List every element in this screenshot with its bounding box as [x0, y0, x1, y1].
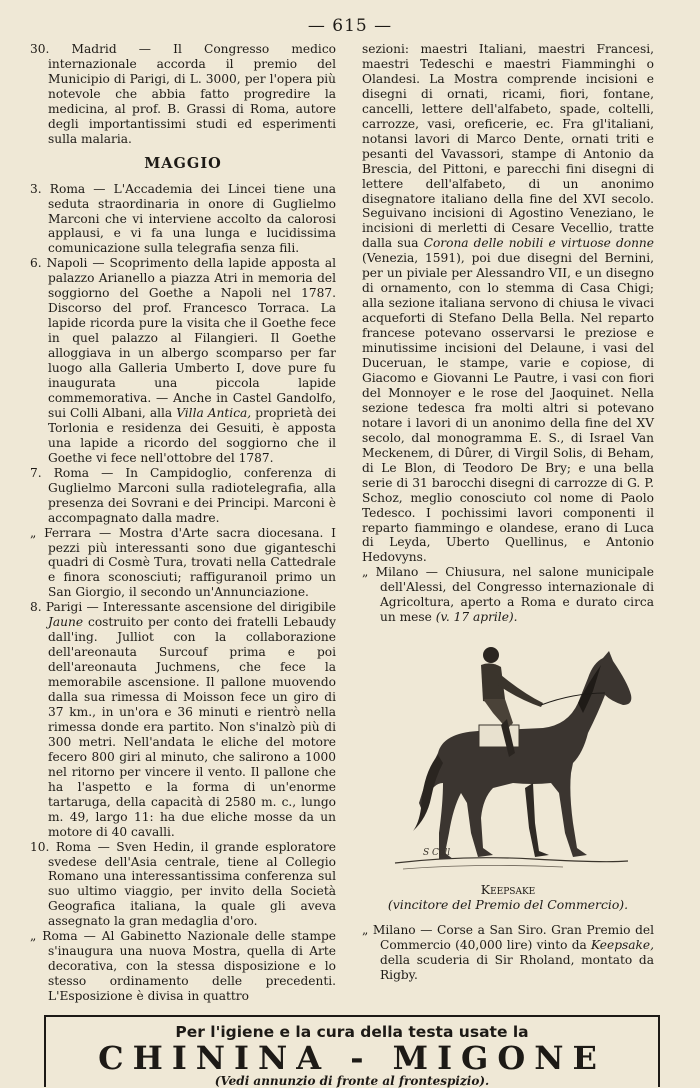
dirigible-name: Jaune	[48, 615, 84, 630]
entry-may-10-stampe: „ Roma — Al Gabinetto Nazionale delle stampe s'inaugura una nuova Mostra, quella di Arte decorativa, con la stessa disposizione e lo stesso ordinamento delle precedenti. L'Esposizione è divisa in quattro	[30, 929, 336, 1004]
entry-milano-corse	[362, 923, 654, 983]
entry-text: proprietà dei Torlonia e residenza dei Gesuiti, è apposta una lapide a ricordo del soggiorno che il Goethe vi fece nell'ottobre del 1787.	[48, 405, 336, 465]
entry-text: 6. Napoli — Scoprimento della lapide apposta al palazzo Arianello a piazza Atri in memoria del soggiorno del Goethe a Napoli nel 1787. Discorso del prof. Francesco Torraca. La lapide ricorda pure la visita che il Goethe fece in quel palazzo al Filangieri. Il Goethe alloggiava in un albergo scomparso per far luogo alla Galleria Umberto I, dove pure fu inaugurata una piccola lapide commemorativa. — Anche in Castel Gandolfo, sui Colli Albani, alla	[30, 256, 336, 420]
entry-milano-agricoltura	[362, 565, 654, 625]
entry-may-3: 3. Roma — L'Accademia dei Lincei tiene una seduta straordinaria in onore di Guglielmo Marconi che vi interviene accolto da calorosi applausi, e vi fa una lunga e lucidissima comunicazione sulla telegrafia senza fili.	[30, 181, 336, 256]
horse-name: Keepsake,	[591, 938, 654, 953]
advertisement-box	[44, 1015, 660, 1087]
svg-text:S Coll: S Coll	[423, 848, 451, 859]
page-number: — 615 —	[307, 16, 393, 36]
month-heading: MAGGIO	[144, 154, 222, 172]
entry-text: „ Milano — Chiusura, nel salone municipale dell'Alessi, del Congresso internazionale di Agricoltura, aperto a Roma e durato circa un mese	[362, 565, 654, 625]
entry-text: costruito per conto dei fratelli Lebaudy dall'ing. Julliot con la collaborazione dell'areonauta Surcouf prima e poi dell'areonauta Juchmens, che fece la memorabile ascensione. Il pallone muovendo dalla sua rimessa di Moisson fece un giro di 37 km., in un'ora e 36 minuti e rientrò nella rimessa donde era partito. Non s'inalzò più di 300 metri. Nell'andata le eliche del motore fecero 800 giri al minuto, che salirono a 1000 nel ritorno per vincere il vento. Il pallone che ha l'aspetto e la forma di un'enorme tartaruga, della capacità di 2580 m. c., lungo m. 49, largo 11: ha due eliche mosse da un motore di 40 cavalli.	[48, 615, 336, 839]
entry-text: della scuderia di Sir Rholand, montato da Rigby.	[380, 952, 654, 982]
ad-note: (Vedi annunzio di fronte al frontespizio).	[214, 1074, 490, 1088]
entry-may-7-ferrara: „ Ferrara — Mostra d'Arte sacra diocesana. I pezzi più interessanti sono due giganteschi quadri di Cosmè Tura, trovati nella Cattedrale e finora sconosciuti; raffiguranoil primo un San Giorgio, il secondo un'Annunciazione.	[30, 525, 336, 600]
right-column	[362, 42, 654, 983]
entry-may-6	[30, 256, 336, 465]
entry-may-7: 7. Roma — In Campidoglio, conferenza di Guglielmo Marconi sulla radiotelegrafia, alla presenza dei Sovrani e dei Principi. Marconi è accompagnato dalla madre.	[30, 465, 336, 525]
entry-april-30: 30. Madrid — Il Congresso medico internazionale accorda il premio del Municipio di Parigi, di L. 3000, per l'opera più notevole che abbia fatto progredire la medicina, al prof. B. Grassi di Roma, autore degli importantissimi studi ed esperimenti sulla malaria.	[30, 42, 336, 146]
villa-antica: Villa Antica,	[176, 405, 252, 420]
left-column	[30, 42, 336, 1004]
entry-text: 8. Parigi — Interessante ascensione del dirigibile	[30, 600, 336, 615]
book-title: Corona delle nobili e virtuose donne	[423, 236, 654, 251]
cross-reference: (v. 17 aprile).	[435, 610, 518, 625]
horse-jockey-illustration	[383, 633, 633, 881]
illustration-caption-subtitle: (vincitore del Premio del Commercio).	[387, 897, 629, 913]
ad-product-name: CHININA - MIGONE	[98, 1039, 606, 1077]
illustration-caption-title: Keepsake	[480, 882, 536, 898]
entry-text: (Venezia, 1591), poi due disegni del Bernini, per un piviale per Alessandro VII, e un disegno di ornamento, con lo stemma di Casa Chigi; alla sezione italiana servono di chiusa le vivaci acqueforti di Stefano Della Bella. Nel reparto francese potevano osservarsi le preziose e minutissime incisioni del Delaune, i vasi del Duceruan, le stampe, varie e copiose, di Giacomo e Giovanni Le Pautre, i vasi con fiori del Monnoyer e le rose del Jaoquinet. Nella sezione tedesca fra molti altri si potevano notare i lavori di un anonimo della fine del XV secolo, dal monogramma E. S., di Israel Van Meckenem, di Dûrer, di Virgil Solis, di Beham, di Le Blon, di Teodoro De Bry; e una bella serie di 31 barocchi disegni di carrozze di G. P. Schoz, meglio conosciuto col nome di Paolo Tedesco. I pochissimi lavori componenti il reparto fiammingo e olandese, erano di Luca di Leyda, Uberto Quellinus, e Antonio Hedovyns.	[362, 251, 654, 565]
entry-may-8	[30, 600, 336, 839]
continuation-text	[362, 42, 654, 565]
ad-tagline: Per l'igiene e la cura della testa usate la	[175, 1023, 529, 1041]
entry-text: „ Milano — Corse a San Siro. Gran Premio del Commercio (40,000 lire) vinto da	[362, 923, 654, 953]
entry-text: sezioni: maestri Italiani, maestri Francesi, maestri Tedeschi e maestri Fiamminghi o Olandesi. La Mostra comprende incisioni e disegni di ornati, ricami, fiori, fontane, cancelli, lettere dell'alfabeto, spade, coltelli, carrozze, vasi, oreficerie, ec. Fra gl'italiani, notansi lavori di Marco Dente, ornati triti e pesanti del Vavassori, stampe di Antonio da Brescia, del Pittoni, e parecchi fini disegni di lettere dell'alfabeto, di un anonimo disegnatore italiano della fine del XVI secolo. Seguivano incisioni di Agostino Veneziano, le incisioni di merletti di Cesare Vecellio, tratte dalla sua	[362, 42, 654, 251]
entry-may-10: 10. Roma — Sven Hedin, il grande esploratore svedese dell'Asia centrale, tiene al Collegio Romano una interessantissima conferenza sul suo ultimo viaggio, per invito della Società Geografica italiana, la quale gli aveva assegnato la gran medaglia d'oro.	[30, 839, 336, 929]
